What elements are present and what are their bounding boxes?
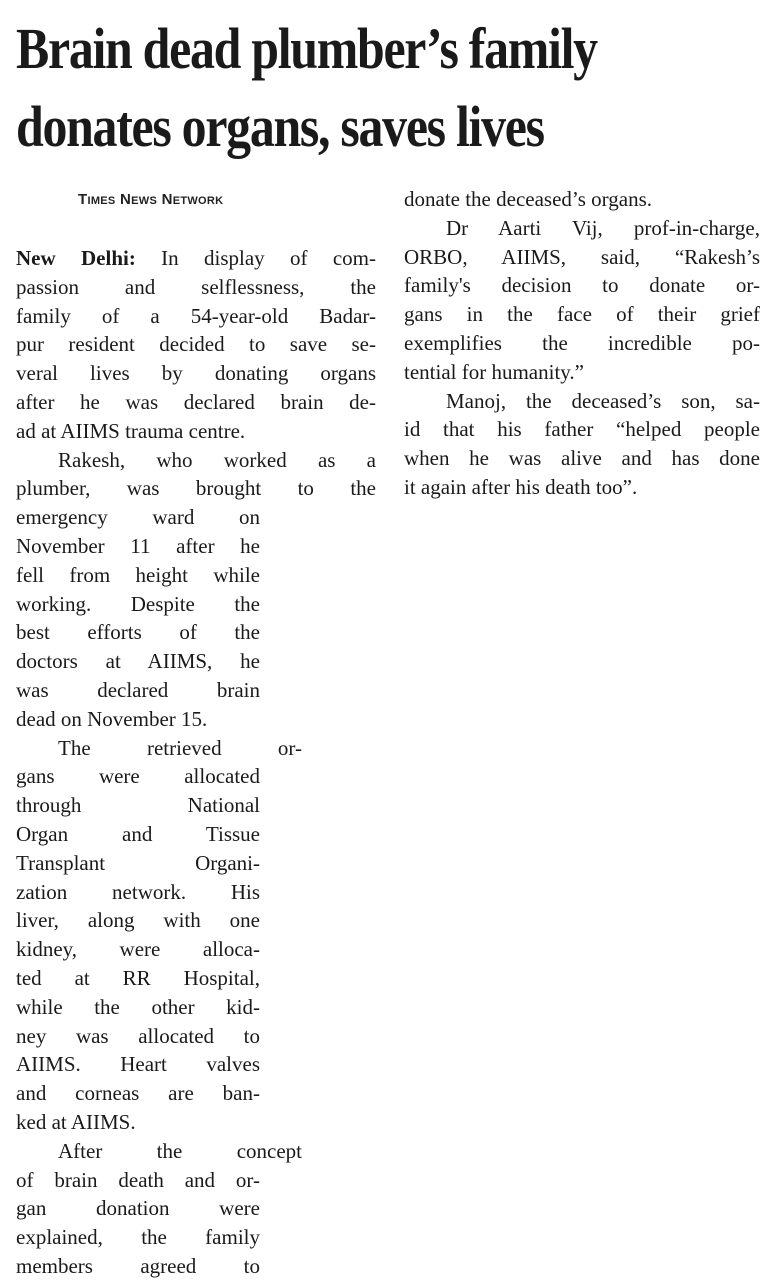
text-line: Manoj, the deceased’s son, sa-	[446, 388, 760, 413]
text-line: it again after his death too”.	[404, 474, 638, 499]
text-line: zation network. His	[16, 879, 260, 904]
text-line: tential for humanity.”	[404, 359, 584, 384]
headline-line: Brain dead plumber’s family	[16, 16, 597, 81]
text-line: pur resident decided to save se-	[16, 332, 376, 357]
text-line: ney was allocated to	[16, 1023, 260, 1048]
text-line: AIIMS. Heart valves	[16, 1052, 260, 1077]
text-line: Organ and Tissue	[16, 821, 260, 846]
text-line: veral lives by donating organs	[16, 361, 376, 386]
text-fragment: In display of com-	[161, 246, 376, 270]
text-line: Dr Aarti Vij, prof-in-charge,	[446, 215, 760, 240]
text-line: liver, along with one	[16, 908, 260, 933]
article-column-right	[404, 185, 760, 502]
text-line: working. Despite the	[16, 591, 260, 616]
text-line: ORBO, AIIMS, said, “Rakesh’s	[404, 244, 760, 269]
text-line: members agreed to	[16, 1253, 260, 1278]
text-line: after he was declared brain de-	[16, 389, 376, 414]
text-line: while the other kid-	[16, 994, 260, 1019]
text-line: family of a 54-year-old Badar-	[16, 303, 376, 328]
text-line: The retrieved or-	[58, 735, 302, 760]
text-line: when he was alive and has done	[404, 446, 760, 471]
text-line: emergency ward on	[16, 505, 260, 530]
text-line: id that his father “helped people	[404, 417, 760, 442]
headline	[16, 10, 657, 166]
article-column-left	[16, 244, 376, 1281]
text-line: exemplifies the incredible po-	[404, 330, 760, 355]
text-line: After the concept	[58, 1138, 302, 1163]
dateline: New Delhi:	[16, 246, 136, 270]
text-line: passion and selflessness, the	[16, 274, 376, 299]
text-line: gan donation were	[16, 1196, 260, 1221]
text-line: ked at AIIMS.	[16, 1109, 136, 1134]
text-line: Rakesh, who worked as a	[58, 447, 376, 472]
text-line: explained, the family	[16, 1225, 260, 1250]
text-line: doctors at AIIMS, he	[16, 649, 260, 674]
text-line: kidney, were alloca-	[16, 937, 260, 962]
text-line	[16, 244, 376, 273]
text-line: fell from height while	[16, 562, 260, 587]
text-line: of brain death and or-	[16, 1167, 260, 1192]
text-line: ad at AIIMS trauma centre.	[16, 418, 246, 443]
text-line: November 11 after he	[16, 533, 260, 558]
text-line: was declared brain	[16, 677, 260, 702]
text-line: through National	[16, 793, 260, 818]
headline-line: donates organs, saves lives	[16, 94, 544, 159]
text-line: and corneas are ban-	[16, 1081, 260, 1106]
text-line: ted at RR Hospital,	[16, 965, 260, 990]
text-line: donate the deceased’s organs.	[404, 187, 653, 211]
text-line: gans in the face of their grief	[404, 302, 760, 327]
byline: Times News Network	[78, 191, 224, 208]
text-line: Transplant Organi-	[16, 850, 260, 875]
text-line: dead on November 15.	[16, 706, 208, 731]
text-line: plumber, was brought to the	[16, 476, 376, 501]
text-line: gans were allocated	[16, 764, 260, 789]
text-line: family's decision to donate or-	[404, 273, 760, 298]
text-line: best efforts of the	[16, 620, 260, 645]
